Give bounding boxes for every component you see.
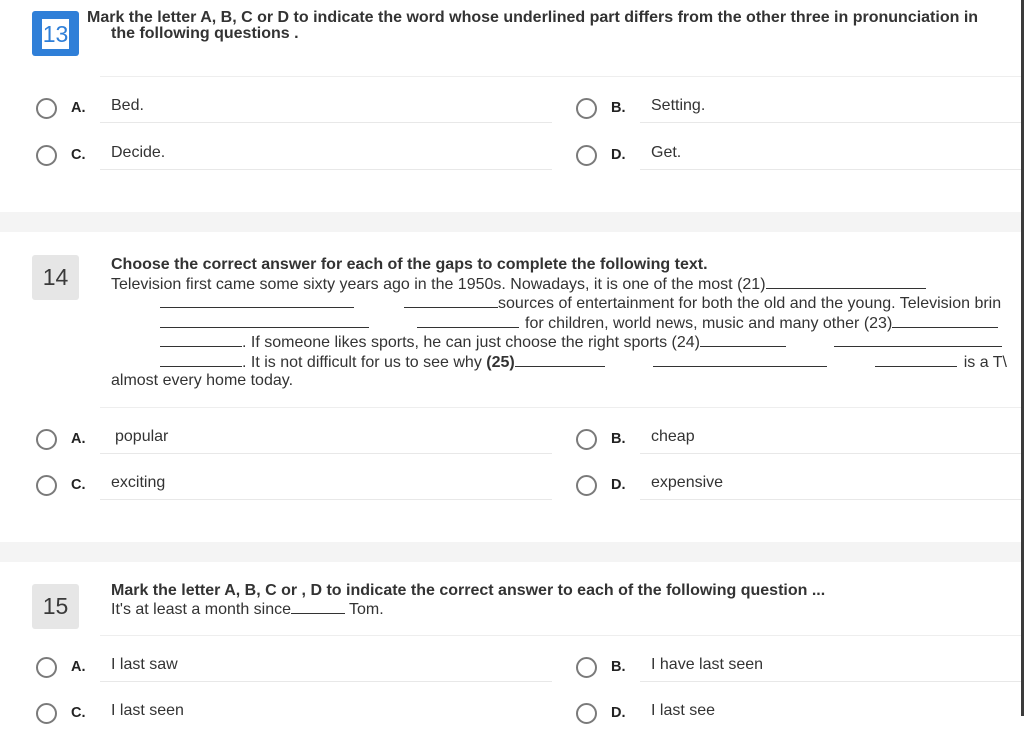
option-d[interactable]: D. expensive <box>576 474 1024 504</box>
gap-23 <box>892 313 998 328</box>
option-c[interactable]: C. Decide. <box>36 144 556 174</box>
divider <box>100 635 1024 636</box>
question-number: 14 <box>32 255 79 300</box>
gap-24c <box>160 352 242 367</box>
radio-button[interactable] <box>36 475 57 496</box>
option-b[interactable]: B. cheap <box>576 428 1024 458</box>
divider <box>640 499 1024 500</box>
option-d[interactable]: D. Get. <box>576 144 1024 174</box>
question-prompt: Mark the letter A, B, C or , D to indicate the correct answer to each of the following question ... <box>111 582 826 599</box>
question-prompt: Choose the correct answer for each of the gaps to complete the following text. <box>111 256 708 273</box>
gap-23b <box>160 332 242 347</box>
radio-button[interactable] <box>576 98 597 119</box>
option-c[interactable]: C. I last seen <box>36 702 556 732</box>
question-prompt: Mark the letter A, B, C or D to indicate the word whose underlined part differs from the other three in pronunciation in the following questions . <box>87 9 979 42</box>
question-sentence: It's at least a month since Tom. <box>111 601 384 618</box>
option-a[interactable]: A. Bed. <box>36 97 556 127</box>
radio-button[interactable] <box>576 475 597 496</box>
question-15 <box>0 562 1024 721</box>
gap-25b <box>653 352 827 367</box>
section-separator <box>0 542 1024 562</box>
radio-button[interactable] <box>36 657 57 678</box>
divider <box>640 453 1024 454</box>
option-b[interactable]: B. I have last seen <box>576 656 1024 686</box>
option-a[interactable]: A. I last saw <box>36 656 556 686</box>
option-d[interactable]: D. I last see <box>576 702 1024 732</box>
divider <box>100 681 552 682</box>
divider <box>640 681 1024 682</box>
gap-23a <box>417 313 519 328</box>
radio-button[interactable] <box>576 657 597 678</box>
radio-button[interactable] <box>576 429 597 450</box>
answer-gap <box>291 599 345 614</box>
gap-25 <box>515 352 605 367</box>
question-14: 14 Choose the correct answer for each of the gaps to complete the following text. Television first came some sixty years ago in the 1950s. Nowadays, it is one of the most (21) sources of entertainment for both the old and the young. Television brin for children, world news, music and many other (23) . If someone likes sports, he can just choose the right sports (24) . It is not difficult for us to see why (25) is a T\ almost every home today. A. popular B. cheap C. exciting D. expensive <box>0 232 1024 542</box>
option-a[interactable]: A. popular <box>36 428 556 458</box>
gap-24b <box>834 332 1002 347</box>
divider <box>640 169 1024 170</box>
radio-button[interactable] <box>36 145 57 166</box>
section-separator <box>0 212 1024 232</box>
question-13 <box>0 0 1024 212</box>
divider <box>100 76 1024 77</box>
radio-button[interactable] <box>576 145 597 166</box>
radio-button[interactable] <box>36 429 57 450</box>
option-b[interactable]: B. Setting. <box>576 97 1024 127</box>
divider <box>100 453 552 454</box>
divider <box>100 499 552 500</box>
question-number: 13 <box>32 11 79 56</box>
option-c[interactable]: C. exciting <box>36 474 556 504</box>
gap-24 <box>700 332 786 347</box>
radio-button[interactable] <box>576 703 597 724</box>
divider <box>640 122 1024 123</box>
radio-button[interactable] <box>36 98 57 119</box>
gap-22 <box>404 293 498 308</box>
gap-25c <box>875 352 957 367</box>
gap-22b <box>160 313 369 328</box>
radio-button[interactable] <box>36 703 57 724</box>
gap-21 <box>766 274 926 289</box>
question-number: 15 <box>32 584 79 629</box>
divider <box>100 122 552 123</box>
divider <box>100 169 552 170</box>
divider <box>100 407 1024 408</box>
gap-21b <box>160 293 354 308</box>
